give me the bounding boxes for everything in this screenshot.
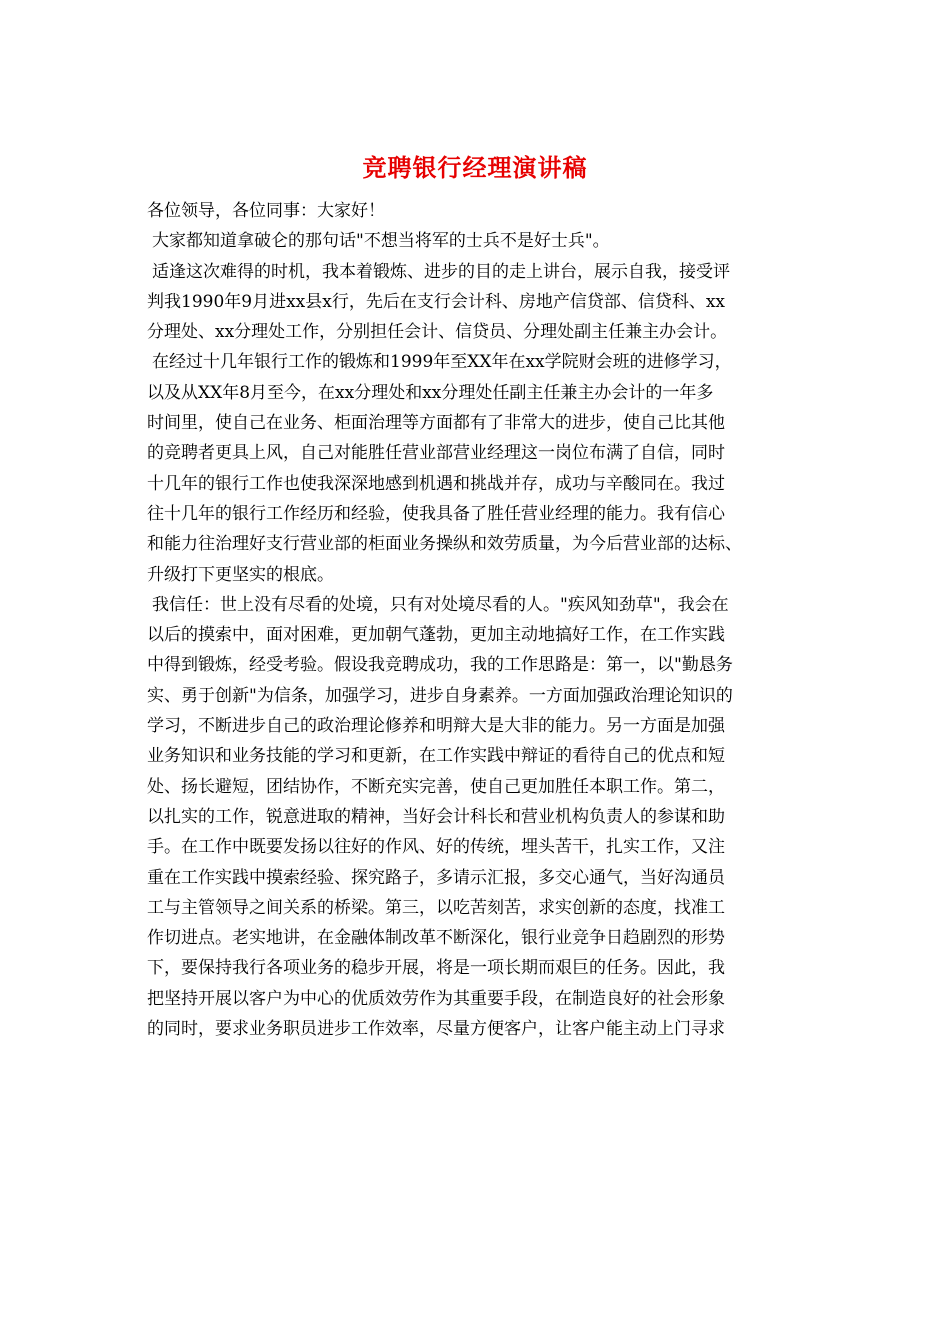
- text-line: 各位领导，各位同事：大家好！: [147, 201, 385, 221]
- text-line: 的竞聘者更具上风，自己对能胜任营业部营业经理这一岗位布满了自信，同时: [147, 443, 725, 464]
- text-line: 往十几年的银行工作经历和经验，使我具备了胜任营业经理的能力。我有信心: [147, 503, 725, 524]
- text-line: 我信任：世上没有尽看的处境，只有对处境尽看的人。"疾风知劲草"，我会在: [152, 594, 729, 615]
- text-line: 和能力往治理好支行营业部的柜面业务操纵和效劳质量，为今后营业部的达标、: [147, 534, 742, 555]
- text-line: 大家都知道拿破仑的那句话"不想当将军的士兵不是好士兵"。: [152, 231, 610, 252]
- text-line: 下，要保持我行各项业务的稳步开展，将是一项长期而艰巨的任务。因此，我: [147, 958, 725, 979]
- text-line: 学习，不断进步自己的政治理论修养和明辩大是大非的能力。另一方面是加强: [147, 716, 725, 737]
- text-line: 手。在工作中既要发扬以往好的作风、好的传统，埋头苦干，扎实工作，又注: [147, 837, 725, 858]
- text-line: 适逢这次难得的时机，我本着锻炼、进步的目的走上讲台，展示自我，接受评: [152, 261, 730, 282]
- text-line: 以后的摸索中，面对困难，更加朝气蓬勃，更加主动地搞好工作，在工作实践: [147, 625, 725, 646]
- text-line: 处、扬长避短，团结协作，不断充实完善，使自己更加胜任本职工作。第二，: [147, 776, 725, 797]
- text-line: 工与主管领导之间关系的桥梁。第三，以吃苦刻苦，求实创新的态度，找准工: [147, 897, 725, 918]
- text-line: 判我1990年9月进xx县x行，先后在支行会计科、房地产信贷部、信贷科、xx: [147, 291, 726, 312]
- text-line: 升级打下更坚实的根底。: [147, 564, 334, 585]
- text-line: 时间里，使自己在业务、柜面治理等方面都有了非常大的进步，使自己比其他: [147, 413, 725, 434]
- text-line: 分理处、xx分理处工作，分别担任会计、信贷员、分理处副主任兼主办会计。: [147, 322, 728, 343]
- text-line: 以及从XX年8月至今，在xx分理处和xx分理处任副主任兼主办会计的一年多: [147, 382, 714, 403]
- document-title: 竞聘银行经理演讲稿: [362, 153, 588, 182]
- text-line: 重在工作实践中摸索经验、探究路子，多请示汇报，多交心通气，当好沟通员: [147, 867, 725, 888]
- text-line: 以扎实的工作，锐意进取的精神，当好会计科长和营业机构负责人的参谋和助: [147, 806, 725, 827]
- text-line: 十几年的银行工作也使我深深地感到机遇和挑战并存，成功与辛酸同在。我过: [147, 473, 725, 494]
- text-line: 实、勇于创新"为信条，加强学习，进步自身素养。一方面加强政治理论知识的: [147, 685, 733, 706]
- text-line: 中得到锻炼，经受考验。假设我竞聘成功，我的工作思路是：第一，以"勤恳务: [147, 655, 733, 676]
- text-line: 业务知识和业务技能的学习和更新，在工作实践中辩证的看待自己的优点和短: [147, 746, 725, 767]
- text-line: 的同时，要求业务职员进步工作效率，尽量方便客户，让客户能主动上门寻求: [147, 1019, 725, 1040]
- text-line: 在经过十几年银行工作的锻炼和1999年至XX年在xx学院财会班的进修学习，: [152, 352, 732, 373]
- document-body: [147, 196, 812, 1044]
- text-line: 把坚持开展以客户为中心的优质效劳作为其重要手段，在制造良好的社会形象: [147, 988, 725, 1009]
- text-line: 作切进点。老实地讲，在金融体制改革不断深化，银行业竞争日趋剧烈的形势: [147, 928, 725, 949]
